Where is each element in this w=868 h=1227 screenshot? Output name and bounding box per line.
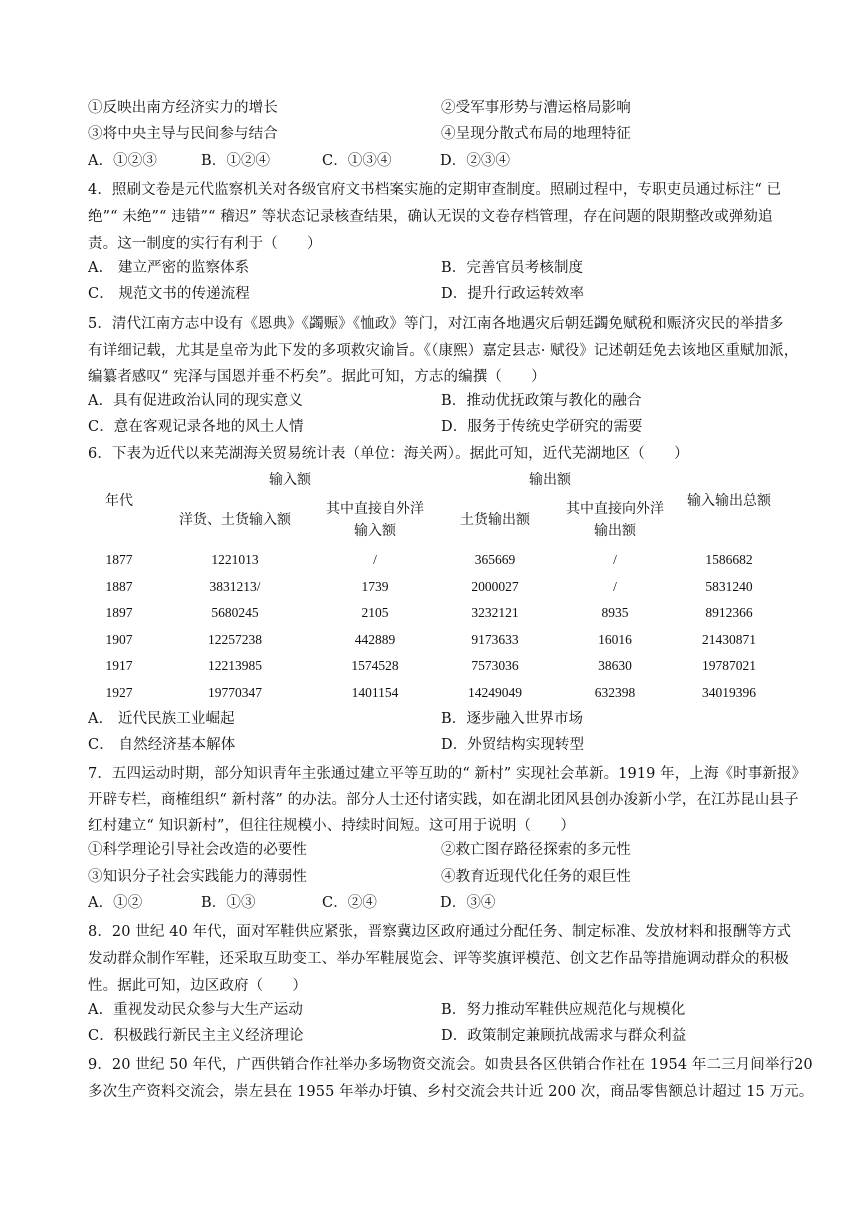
q6-option-a[interactable]: A． 近代民族工业崛起 <box>88 711 235 727</box>
q4-options-row-1 <box>88 258 584 278</box>
q3-option-c[interactable]: C．①③④ <box>322 153 392 169</box>
q3-statement-row-2 <box>88 124 631 144</box>
table-cell: / <box>613 552 617 568</box>
table-cell: 12213985 <box>208 658 262 674</box>
table-cell: 1887 <box>105 578 133 594</box>
q7-statement-row-2 <box>88 867 631 887</box>
q3-statement-4: ④呈现分散式布局的地理特征 <box>441 126 631 142</box>
table-cell: 7573036 <box>471 658 519 674</box>
table-row <box>88 547 788 574</box>
table-row <box>88 680 788 707</box>
q8-option-d[interactable]: D．政策制定兼顾抗战需求与群众利益 <box>441 1028 687 1044</box>
table-cell: 14249049 <box>468 684 522 700</box>
q8-stem-line-1: 8．20 世纪 40 年代，面对军鞋供应紧张，晋察冀边区政府通过分配任务、制定标准、发放材料和报酬等方式 <box>88 924 792 940</box>
q6-option-d[interactable]: D．外贸结构实现转型 <box>441 737 585 753</box>
table-cell: 19787021 <box>702 658 756 674</box>
q8-option-b[interactable]: B．努力推动军鞋供应规范化与规模化 <box>441 1002 686 1018</box>
header-total: 输入输出总额 <box>687 492 771 509</box>
table-cell: 442889 <box>354 631 396 647</box>
table-cell: 1897 <box>105 605 133 621</box>
q7-option-d[interactable]: D．③④ <box>440 895 496 911</box>
q6-option-b[interactable]: B．逐步融入世界市场 <box>441 711 584 727</box>
table-body <box>88 547 788 706</box>
table-cell: 365669 <box>474 552 516 568</box>
q9-stem-line-1: 9．20 世纪 50 年代，广西供销合作社举办多场物资交流会。如贵县各区供销合作社在 1954 年二三月间举行20 <box>88 1057 813 1073</box>
q7-stem-line-1: 7．五四运动时期，部分知识青年主张通过建立平等互助的“ 新村” 实现社会革新。1919 年，上海《时事新报》 <box>88 766 807 782</box>
table-row <box>88 574 788 601</box>
table-cell: 12257238 <box>208 631 262 647</box>
q4-stem-line-3: 责。这一制度的实行有利于（ ） <box>88 236 322 252</box>
q4-option-a[interactable]: A． 建立严密的监察体系 <box>88 260 250 276</box>
table-cell: 1927 <box>105 684 133 700</box>
q3-option-d[interactable]: D．②③④ <box>440 153 511 169</box>
header-group-export: 输出额 <box>529 472 571 488</box>
q5-option-d[interactable]: D．服务于传统史学研究的需要 <box>441 419 643 435</box>
table-cell: 1907 <box>105 631 133 647</box>
q9-stem-line-2: 多次生产资料交流会，崇左县在 1955 年举办圩镇、乡村交流会共计近 200 次，商品零售额总计超过 15 万元。 <box>88 1084 814 1100</box>
q3-statement-1: ①反映出南方经济实力的增长 <box>88 100 278 116</box>
q8-stem-line-2: 发动群众制作军鞋，还采取互助变工、举办军鞋展览会、评等奖旗评模范、创文艺作品等措施调动群众的积极 <box>88 951 789 967</box>
q7-statement-row-1 <box>88 840 631 860</box>
q7-stem-line-3: 红村建立“ 知识新村”，但往往规模小、持续时间短。这可用于说明（ ） <box>88 818 575 834</box>
q8-option-a[interactable]: A．重视发动民众参与大生产运动 <box>88 1002 303 1018</box>
q4-options-row-2 <box>88 284 585 304</box>
q8-stem-line-3: 性。据此可知，边区政府（ ） <box>88 978 307 994</box>
table-cell: 19770347 <box>208 684 262 700</box>
q5-stem-line-1: 5．清代江南方志中设有《恩典》《蠲赈》《恤政》等门，对江南各地遇灾后朝廷蠲免赋税和赈济灾民的举措多 <box>88 316 784 332</box>
q3-option-a[interactable]: A．①②③ <box>88 153 157 169</box>
q3-statement-row-1 <box>88 98 631 118</box>
q4-stem-line-1: 4．照刷文卷是元代监察机关对各级官府文书档案实施的定期审查制度。照刷过程中，专职吏员通过标注“ 已 <box>88 182 782 198</box>
q6-options-row-1 <box>88 709 584 729</box>
header-import-direct: 其中直接自外洋输入额 <box>326 501 424 539</box>
q7-option-c[interactable]: C．②④ <box>322 895 377 911</box>
table-cell: 632398 <box>594 684 636 700</box>
q4-stem-line-2: 绝”“ 未绝”“ 违错”“ 稽迟” 等状态记录核查结果，确认无误的文卷存档管理，存在问题的限期整改或弹劾追 <box>88 209 773 225</box>
table-cell: 1586682 <box>705 552 753 568</box>
q4-option-c[interactable]: C． 规范文书的传递流程 <box>88 286 250 302</box>
q8-option-c[interactable]: C．积极践行新民主主义经济理论 <box>88 1028 304 1044</box>
table-cell: 34019396 <box>702 684 756 700</box>
table-cell: 1401154 <box>351 684 399 700</box>
q5-option-c[interactable]: C．意在客观记录各地的风土人情 <box>88 419 304 435</box>
q3-statement-3: ③将中央主导与民间参与结合 <box>88 126 278 142</box>
header-year: 年代 <box>105 492 133 509</box>
table-row <box>88 600 788 627</box>
table-cell: 3831213/ <box>209 578 261 594</box>
table-cell: 1739 <box>361 578 389 594</box>
table-cell: 1877 <box>105 552 133 568</box>
header-export-total: 土货输出额 <box>460 512 530 528</box>
q5-option-a[interactable]: A．具有促进政治认同的现实意义 <box>88 393 303 409</box>
table-row <box>88 627 788 654</box>
table-cell: 8935 <box>601 605 629 621</box>
q6-options-row-2 <box>88 735 585 755</box>
header-group-import: 输入额 <box>269 472 311 488</box>
trade-statistics-table <box>88 465 788 706</box>
table-cell: / <box>373 552 377 568</box>
table-cell: 9173633 <box>471 631 519 647</box>
table-cell: 21430871 <box>702 631 756 647</box>
q6-option-c[interactable]: C． 自然经济基本解体 <box>88 737 236 753</box>
q5-stem-line-2: 有详细记载，尤其是皇帝为此下发的多项救灾谕旨。《（康熙）嘉定县志· 赋役》记述朝廷免去该地区重赋加派， <box>88 343 799 359</box>
table-row <box>88 653 788 680</box>
table-cell: 3232121 <box>471 605 519 621</box>
table-cell: 1917 <box>105 658 133 674</box>
table-cell: 1221013 <box>211 552 259 568</box>
q7-stem-line-2: 开辟专栏，商榷组织“ 新村落” 的办法。部分人士还付诸实践，如在湖北团风县创办浚新小学，在江苏昆山县子 <box>88 792 799 808</box>
table-cell: 5831240 <box>705 578 753 594</box>
q5-options-row-1 <box>88 391 642 411</box>
table-cell: 5680245 <box>211 605 259 621</box>
q7-statement-3: ③知识分子社会实践能力的薄弱性 <box>88 869 307 885</box>
q6-stem-line-1: 6．下表为近代以来芜湖海关贸易统计表（单位：海关两）。据此可知，近代芜湖地区（ ） <box>88 446 689 462</box>
table-cell: 2105 <box>361 605 389 621</box>
q3-statement-2: ②受军事形势与漕运格局影响 <box>441 100 631 116</box>
q7-option-b[interactable]: B．①③ <box>201 895 256 911</box>
q5-options-row-2 <box>88 417 643 437</box>
q8-options-row-2 <box>88 1026 687 1046</box>
header-export-direct: 其中直接向外洋输出额 <box>566 501 664 539</box>
q7-option-a[interactable]: A．①② <box>88 895 143 911</box>
q7-statement-1: ①科学理论引导社会改造的必要性 <box>88 842 307 858</box>
q4-option-d[interactable]: D．提升行政运转效率 <box>441 286 585 302</box>
q4-option-b[interactable]: B．完善官员考核制度 <box>441 260 584 276</box>
table-cell: / <box>613 578 617 594</box>
q5-stem-line-3: 编纂者感叹“ 宪泽与国恩并垂不朽矣”。据此可知，方志的编撰（ ） <box>88 369 546 385</box>
q7-statement-2: ②救亡图存路径探索的多元性 <box>441 842 631 858</box>
table-cell: 16016 <box>598 631 632 647</box>
q5-option-b[interactable]: B．推动优抚政策与教化的融合 <box>441 393 642 409</box>
table-cell: 38630 <box>598 658 632 674</box>
table-cell: 8912366 <box>705 605 753 621</box>
q7-statement-4: ④教育近现代化任务的艰巨性 <box>441 869 631 885</box>
table-cell: 2000027 <box>471 578 519 594</box>
q8-options-row-1 <box>88 1000 686 1020</box>
table-header-group-row <box>88 465 788 493</box>
table-cell: 1574528 <box>351 658 399 674</box>
q3-option-b[interactable]: B．①②④ <box>201 153 271 169</box>
header-import-total: 洋货、土货输入额 <box>179 512 291 528</box>
